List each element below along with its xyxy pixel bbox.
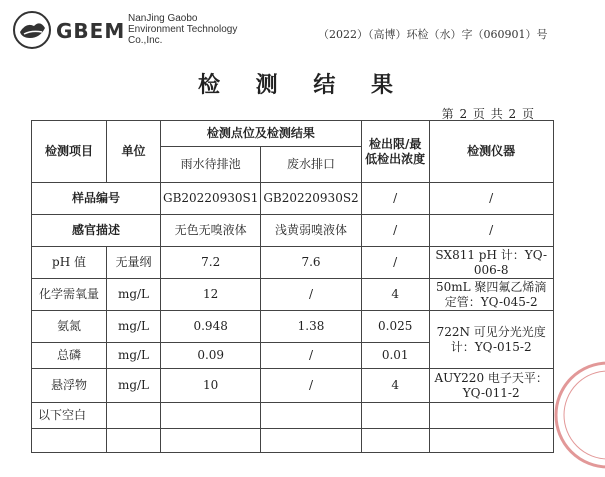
header-point2: 废水排口 bbox=[261, 147, 361, 183]
blank-label: 以下空白 bbox=[32, 403, 107, 429]
value-cell: 12 bbox=[161, 279, 261, 311]
value-cell: 1.38 bbox=[261, 311, 361, 343]
item-cell: 氨氮 bbox=[32, 311, 107, 343]
empty-cell bbox=[32, 429, 107, 453]
report-header bbox=[0, 0, 605, 60]
company-logo-icon bbox=[12, 10, 52, 50]
table-row bbox=[32, 369, 554, 403]
sense-row bbox=[32, 215, 554, 247]
company-name bbox=[128, 13, 237, 46]
table-row bbox=[32, 247, 554, 279]
official-seal-icon bbox=[548, 360, 605, 470]
empty-cell bbox=[107, 429, 161, 453]
value-cell: 10 bbox=[161, 369, 261, 403]
item-cell: 总磷 bbox=[32, 343, 107, 369]
value-cell: 7.2 bbox=[161, 247, 261, 279]
empty-cell bbox=[429, 403, 553, 429]
empty-cell bbox=[107, 403, 161, 429]
table-header-row bbox=[32, 121, 554, 147]
results-table bbox=[31, 120, 554, 453]
unit-cell: mg/L bbox=[107, 369, 161, 403]
header-unit: 单位 bbox=[107, 121, 161, 183]
unit-cell: 无量纲 bbox=[107, 247, 161, 279]
empty-cell bbox=[161, 429, 261, 453]
instrument-cell: AUY220 电子天平：YQ-011-2 bbox=[429, 369, 553, 403]
header-item: 检测项目 bbox=[32, 121, 107, 183]
item-cell: pH 值 bbox=[32, 247, 107, 279]
sample-id-2: GB20220930S2 bbox=[261, 183, 361, 215]
instrument-cell: 722N 可见分光光度计：YQ-015-2 bbox=[429, 311, 553, 369]
empty-cell bbox=[261, 403, 361, 429]
page-number: 第 2 页 共 2 页 bbox=[441, 107, 535, 121]
empty-cell bbox=[361, 403, 429, 429]
company-line: NanJing Gaobo bbox=[128, 13, 198, 24]
value-cell: 0.948 bbox=[161, 311, 261, 343]
value-cell: / bbox=[261, 343, 361, 369]
sample-instrument: / bbox=[429, 183, 553, 215]
sense-instrument: / bbox=[429, 215, 553, 247]
table-row bbox=[32, 311, 554, 343]
unit-cell: mg/L bbox=[107, 279, 161, 311]
sample-label: 样品编号 bbox=[32, 183, 161, 215]
value-cell: / bbox=[261, 369, 361, 403]
sense-limit: / bbox=[361, 215, 429, 247]
limit-cell: 4 bbox=[361, 279, 429, 311]
limit-cell: / bbox=[361, 247, 429, 279]
blank-row bbox=[32, 403, 554, 429]
unit-cell: mg/L bbox=[107, 311, 161, 343]
empty-cell bbox=[161, 403, 261, 429]
unit-cell: mg/L bbox=[107, 343, 161, 369]
header-instrument: 检测仪器 bbox=[429, 121, 553, 183]
empty-cell bbox=[429, 429, 553, 453]
sense-label: 感官描述 bbox=[32, 215, 161, 247]
sample-row bbox=[32, 183, 554, 215]
sample-id-1: GB20220930S1 bbox=[161, 183, 261, 215]
header-limit: 检出限/最低检出浓度 bbox=[361, 121, 429, 183]
empty-cell bbox=[361, 429, 429, 453]
empty-cell bbox=[261, 429, 361, 453]
item-cell: 悬浮物 bbox=[32, 369, 107, 403]
limit-cell: 0.01 bbox=[361, 343, 429, 369]
header-points: 检测点位及检测结果 bbox=[161, 121, 362, 147]
sense-value-1: 无色无嗅液体 bbox=[161, 215, 261, 247]
instrument-cell: 50mL 聚四氟乙烯滴定管：YQ-045-2 bbox=[429, 279, 553, 311]
company-line: Environment Technology bbox=[128, 24, 238, 35]
limit-cell: 0.025 bbox=[361, 311, 429, 343]
value-cell: / bbox=[261, 279, 361, 311]
header-point1: 雨水待排池 bbox=[161, 147, 261, 183]
page-title: 检 测 结 果 bbox=[198, 72, 407, 98]
company-line: Co.,Inc. bbox=[128, 35, 163, 46]
document-number: （2022）（高博）环检（水）字（060901）号 bbox=[318, 28, 548, 41]
sense-value-2: 浅黄弱嗅液体 bbox=[261, 215, 361, 247]
table-row bbox=[32, 279, 554, 311]
value-cell: 7.6 bbox=[261, 247, 361, 279]
brand-name: GBEM bbox=[56, 19, 126, 43]
value-cell: 0.09 bbox=[161, 343, 261, 369]
item-cell: 化学需氧量 bbox=[32, 279, 107, 311]
instrument-cell: SX811 pH 计：YQ-006-8 bbox=[429, 247, 553, 279]
sample-limit: / bbox=[361, 183, 429, 215]
limit-cell: 4 bbox=[361, 369, 429, 403]
blank-row bbox=[32, 429, 554, 453]
